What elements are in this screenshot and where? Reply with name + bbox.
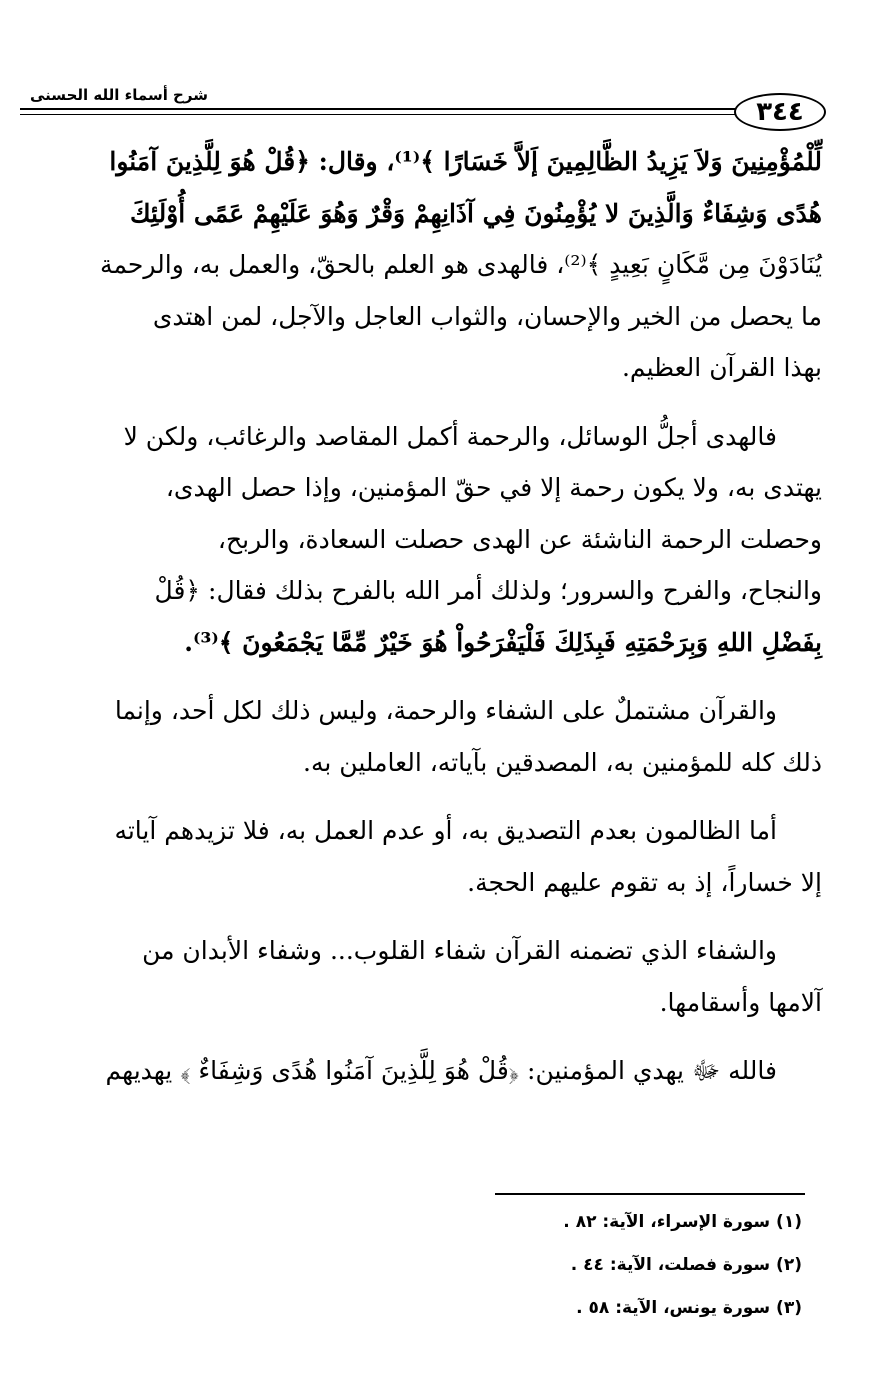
- paragraph-3: [42, 685, 822, 788]
- line: ما يحصل من الخير والإحسان، والثواب العاجل والآجل، لمن اهتدى: [152, 301, 822, 331]
- line: ذلك كله للمؤمنين به، المصدقين بآياته، العاملين به.: [303, 747, 822, 777]
- paragraph-1: [42, 136, 822, 394]
- body-text: [42, 136, 822, 1114]
- footnote-2: (٢) سورة فصلت، الآية: ٤٤ .: [570, 1255, 802, 1275]
- paragraph-6: [42, 1045, 822, 1097]
- line: فالهدى أجلُّ الوسائل، والرحمة أكمل المقاصد والرغائب، ولكن لا: [123, 421, 777, 451]
- paragraph-2: [42, 411, 822, 669]
- line: يُنَادَوْنَ مِن مَّكَانٍ بَعِيدٍ ﴾⁽²⁾، فالهدى هو العلم بالحقّ، والعمل به، والرحمة: [100, 250, 822, 279]
- paragraph-4: [42, 805, 822, 908]
- header-rule-thin: [20, 114, 748, 115]
- line: والنجاح، والفرح والسرور؛ ولذلك أمر الله بالفرح بذلك فقال: ﴿قُلْ: [154, 576, 822, 605]
- footnote-rule: [495, 1193, 805, 1195]
- footnote-3: (٣) سورة يونس، الآية: ٥٨ .: [576, 1298, 802, 1318]
- line: والشفاء الذي تضمنه القرآن شفاء القلوب... وشفاء الأبدان من: [142, 936, 777, 965]
- header-rule: [20, 108, 748, 110]
- running-title: شرح أسماء الله الحسنى: [30, 86, 208, 104]
- line: لِّلْمُؤْمِنِينَ وَلاَ يَزِيدُ الظَّالِمِينَ إَلاَّ خَسَارًا ﴾⁽¹⁾، وقال: ﴿قُلْ هُوَ لِلَّذِينَ آمَنُوا: [109, 147, 822, 176]
- paragraph-5: [42, 925, 822, 1028]
- line: والقرآن مشتملٌ على الشفاء والرحمة، وليس ذلك لكل أحد، وإنما: [114, 696, 777, 725]
- footnotes: [480, 1207, 802, 1336]
- line: إلا خساراً، إذ به تقوم عليهم الحجة.: [467, 867, 822, 897]
- line: وحصلت الرحمة الناشئة عن الهدى حصلت السعادة، والربح،: [217, 524, 822, 554]
- line: بِفَضْلِ اللهِ وَبِرَحْمَتِهِ فَبِذَلِكَ فَلْيَفْرَحُواْ هُوَ خَيْرٌ مِّمَّا يَجْمَعُونَ ﴾⁽³⁾.: [184, 627, 822, 657]
- page-number: ٣٤٤: [734, 93, 826, 131]
- line: فالله ﷻ يهدي المؤمنين: ﴿قُلْ هُوَ لِلَّذِينَ آمَنُوا هُدًى وَشِفَاءٌ ﴾ يهديهم: [105, 1056, 777, 1085]
- line: هُدًى وَشِفَاءٌ وَالَّذِينَ لا يُؤْمِنُونَ فِي آذَانِهِمْ وَقْرٌ وَهُوَ عَلَيْهِمْ عَمًى أُوْلَئِكَ: [129, 198, 822, 228]
- line: يهتدى به، ولا يكون رحمة إلا في حقّ المؤمنين، وإذا حصل الهدى،: [165, 473, 822, 502]
- line: أما الظالمون بعدم التصديق به، أو عدم العمل به، فلا تزيدهم آياته: [114, 816, 777, 845]
- line: بهذا القرآن العظيم.: [621, 353, 822, 382]
- line: آلامها وأسقامها.: [659, 987, 822, 1017]
- footnote-1: (١) سورة الإسراء، الآية: ٨٢ .: [563, 1212, 802, 1232]
